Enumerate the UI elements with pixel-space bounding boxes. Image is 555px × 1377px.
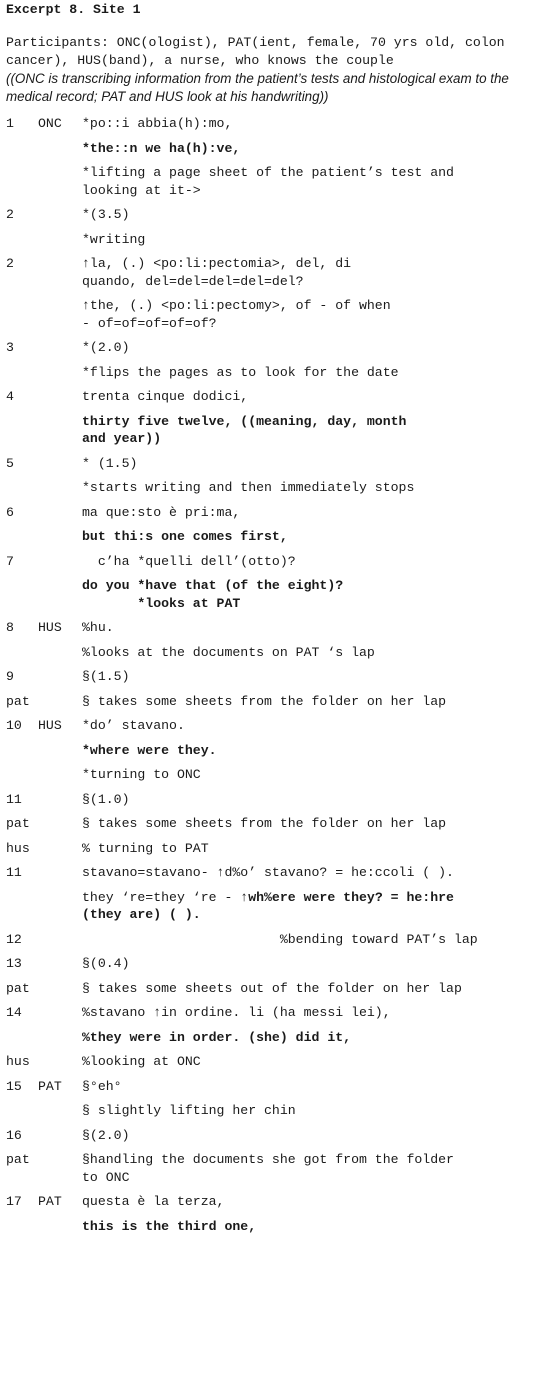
transcript-line <box>6 413 549 448</box>
transcript-line <box>6 339 549 357</box>
line-number: 3 <box>6 340 14 355</box>
bold-segment: ↑wh%ere were they? = he:hre (they are) ( ). <box>82 889 454 922</box>
transcript-line <box>6 140 549 158</box>
line-number: 16 <box>6 1127 22 1143</box>
line-number: 15 <box>6 1078 22 1094</box>
transcript-line <box>6 577 549 612</box>
line-number: 17 <box>6 1194 22 1209</box>
utterance-text: but thi:s one comes first, <box>82 529 288 544</box>
transcript-line <box>6 955 549 973</box>
line-number: 9 <box>6 669 14 684</box>
utterance-text: §(1.5) <box>82 669 130 684</box>
utterance-text: *writing <box>82 231 146 247</box>
utterance-text: *the::n we ha(h):ve, <box>82 140 241 156</box>
transcript-line <box>6 889 549 924</box>
utterance-text: *starts writing and then immediately stops <box>82 480 415 495</box>
transcript-line <box>6 742 549 760</box>
utterance-text: ↑the, (.) <po:li:pectomy>, of - of when - of=of=of=of=of? <box>82 298 391 331</box>
speaker-label: PAT <box>38 1078 62 1094</box>
line-number: 5 <box>6 455 14 471</box>
transcript-line <box>6 717 549 735</box>
transcript-line <box>6 364 549 382</box>
transcript-line <box>6 388 549 406</box>
utterance-text: *flips the pages as to look for the date <box>82 364 399 380</box>
utterance-text: *(2.0) <box>82 340 130 355</box>
line-number: 1 <box>6 116 14 131</box>
transcript-line <box>6 164 549 199</box>
transcript-line <box>6 206 549 224</box>
transcript-line <box>6 115 549 133</box>
line-number: pat <box>6 1152 30 1167</box>
transcript-lines <box>6 115 549 1235</box>
transcript-line <box>6 619 549 637</box>
transcript-line <box>6 864 549 882</box>
transcript-line <box>6 766 549 784</box>
utterance-text: §(2.0) <box>82 1127 130 1143</box>
transcript-line <box>6 644 549 662</box>
speaker-label: HUS <box>38 620 62 635</box>
line-number: pat <box>6 816 30 831</box>
utterance-text: ↑la, (.) <po:li:pectomia>, del, di quando, del=del=del=del=del? <box>82 256 352 289</box>
utterance-text: %looks at the documents on PAT ‘s lap <box>82 644 375 660</box>
line-number: 4 <box>6 389 14 404</box>
transcript-line <box>6 479 549 497</box>
line-number: 8 <box>6 620 14 635</box>
speaker-label: PAT <box>38 1194 62 1209</box>
utterance-text: %bending toward PAT’s lap <box>82 931 478 947</box>
utterance-text: *(3.5) <box>82 207 130 222</box>
utterance-text: *where were they. <box>82 742 217 758</box>
transcript-line <box>6 931 549 949</box>
line-number: 11 <box>6 791 22 807</box>
utterance-text: §°eh° <box>82 1078 122 1094</box>
line-number: 2 <box>6 207 14 222</box>
utterance-text: § slightly lifting her chin <box>82 1103 296 1118</box>
excerpt-title: Excerpt 8. Site 1 <box>6 2 141 17</box>
transcript-line <box>6 1193 549 1211</box>
utterance-text: they ‘re=they ‘re - ↑wh%ere were they? = he:hre (they are) ( ). <box>82 889 454 922</box>
utterance-text: § takes some sheets from the folder on her lap <box>82 693 447 709</box>
line-number: pat <box>6 980 30 996</box>
utterance-text: thirty five twelve, ((meaning, day, month and year)) <box>82 413 407 446</box>
utterance-text: * (1.5) <box>82 455 138 471</box>
line-number: 12 <box>6 931 22 947</box>
transcript-line <box>6 668 549 686</box>
transcript-line <box>6 1102 549 1120</box>
transcript-line <box>6 1127 549 1145</box>
speaker-label: HUS <box>38 718 62 733</box>
transcript-line <box>6 231 549 249</box>
speaker-label: ONC <box>38 116 62 131</box>
transcript-line <box>6 255 549 290</box>
line-number: 7 <box>6 553 14 569</box>
utterance-text: trenta cinque dodici, <box>82 389 249 404</box>
line-number: pat <box>6 693 30 709</box>
transcript-line <box>6 980 549 998</box>
line-number: 14 <box>6 1005 22 1020</box>
utterance-text: %hu. <box>82 620 114 635</box>
utterance-text: stavano=stavano- ↑d%o’ stavano? = he:ccoli ( ). <box>82 865 454 880</box>
participants-text: Participants: ONC(ologist), PAT(ient, female, 70 yrs old, colon cancer), HUS(band), a nurse, who knows the couple <box>6 35 505 68</box>
line-number: 2 <box>6 256 14 271</box>
transcript-line <box>6 815 549 833</box>
utterance-text: % turning to PAT <box>82 840 209 856</box>
transcript-line <box>6 840 549 858</box>
line-number: 10 <box>6 718 22 733</box>
transcript-line <box>6 455 549 473</box>
transcript-line <box>6 1151 549 1186</box>
transcript-line <box>6 553 549 571</box>
utterance-text: § takes some sheets from the folder on her lap <box>82 816 447 831</box>
line-number: hus <box>6 1054 30 1069</box>
transcript-line <box>6 504 549 522</box>
utterance-text: %stavano ↑in ordine. li (ha messi lei), <box>82 1005 391 1020</box>
utterance-text: *lifting a page sheet of the patient’s test and looking at it-> <box>82 165 454 198</box>
utterance-text: %looking at ONC <box>82 1054 201 1069</box>
utterance-text: §(1.0) <box>82 791 130 807</box>
transcript-line <box>6 1004 549 1022</box>
utterance-text: §handling the documents she got from the folder to ONC <box>82 1152 454 1185</box>
transcript-line <box>6 1053 549 1071</box>
utterance-text: *po::i abbia(h):mo, <box>82 116 233 131</box>
context-note: ((ONC is transcribing information from the patient’s tests and histological exam to the medical record; PAT and HUS look at his handwriting)) <box>6 71 509 104</box>
utterance-text: do you *have that (of the eight)? *looks at PAT <box>82 578 344 611</box>
utterance-text: ma que:sto è pri:ma, <box>82 504 241 520</box>
utterance-text: § takes some sheets out of the folder on her lap <box>82 980 462 996</box>
utterance-text: *turning to ONC <box>82 767 201 782</box>
utterance-text: §(0.4) <box>82 956 130 971</box>
transcript-line <box>6 1029 549 1047</box>
transcript-line <box>6 693 549 711</box>
transcript-line <box>6 297 549 332</box>
transcript-line <box>6 1078 549 1096</box>
utterance-text: this is the third one, <box>82 1218 257 1234</box>
line-number: 13 <box>6 956 22 971</box>
utterance-text: questa è la terza, <box>82 1194 225 1209</box>
line-number: 6 <box>6 504 14 520</box>
utterance-text: %they were in order. (she) did it, <box>82 1029 352 1045</box>
line-number: hus <box>6 840 30 856</box>
line-number: 11 <box>6 865 22 880</box>
transcript-line <box>6 1218 549 1236</box>
utterance-text: *do’ stavano. <box>82 718 185 733</box>
transcript-line <box>6 528 549 546</box>
transcript-line <box>6 791 549 809</box>
utterance-text: c’ha *quelli dell’(otto)? <box>82 553 296 569</box>
